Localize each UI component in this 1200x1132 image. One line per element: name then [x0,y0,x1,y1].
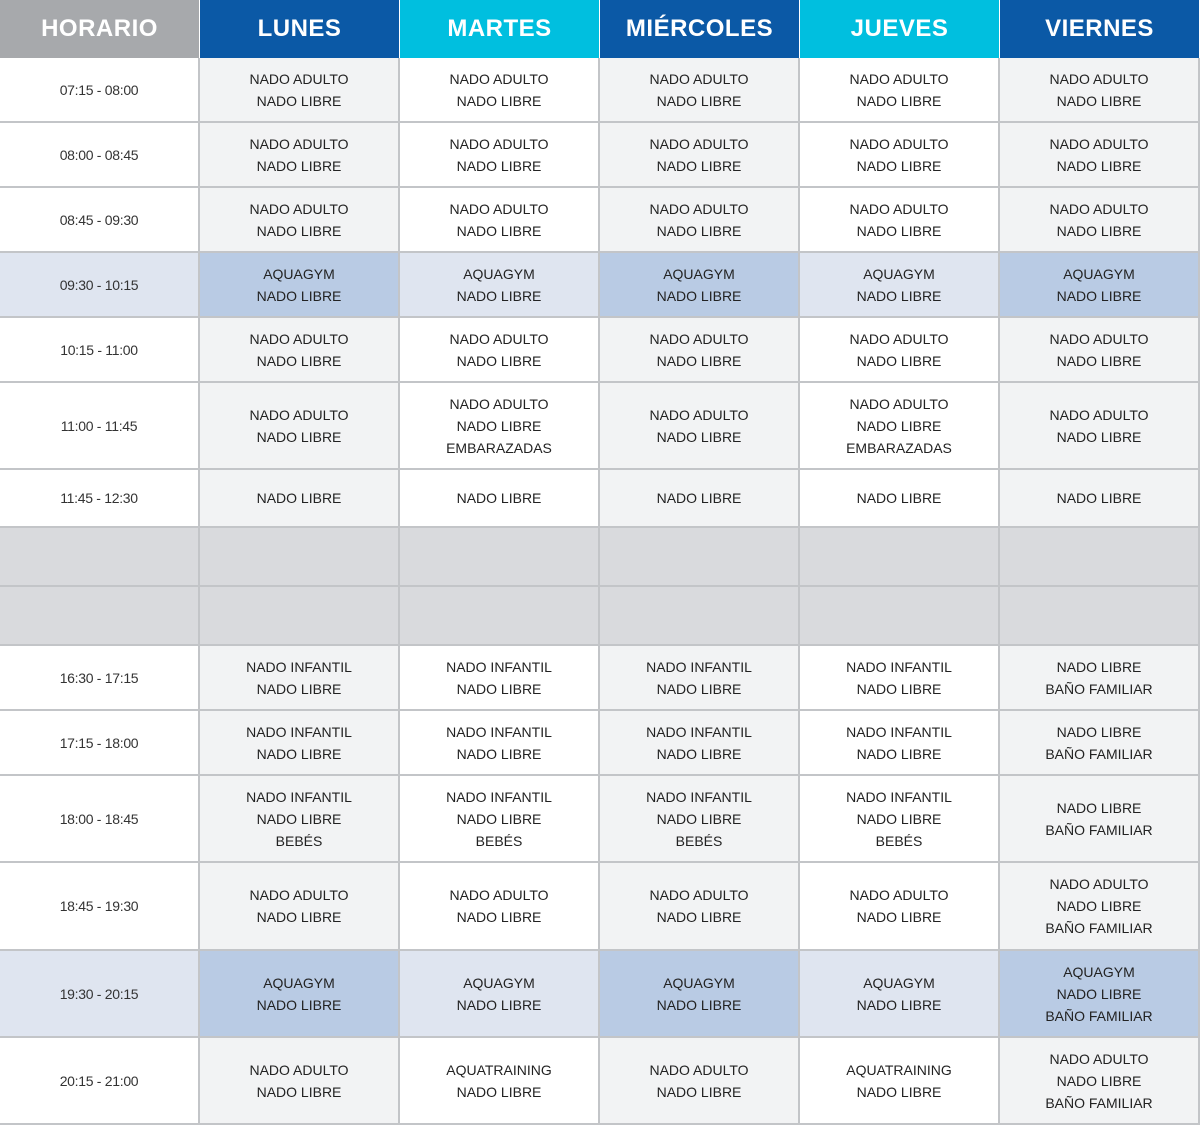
activity-label: BAÑO FAMILIAR [1045,745,1153,762]
activity-label: NADO LIBRE [1056,490,1142,506]
schedule-cell [200,123,400,188]
schedule-cell [800,711,1000,776]
activity-label: AQUAGYM [263,974,335,991]
schedule-cell [1000,587,1200,646]
schedule-cell [600,528,800,587]
schedule-cell [400,528,600,587]
activity-label: NADO ADULTO [1049,406,1149,423]
activity-label: NADO LIBRE [656,996,742,1013]
schedule-cell [200,951,400,1038]
activity-label: NADO ADULTO [449,330,549,347]
activity-label: NADO ADULTO [649,200,749,217]
activity-label: NADO INFANTIL [846,723,952,740]
activity-label: BAÑO FAMILIAR [1045,1007,1153,1024]
schedule-cell [200,711,400,776]
activity-label: NADO ADULTO [1049,200,1149,217]
schedule-cell [400,58,600,123]
activity-label: NADO ADULTO [649,330,749,347]
activity-label: BEBÉS [475,832,523,849]
activity-label: NADO LIBRE [656,352,742,369]
time-slot: 09:30 - 10:15 [0,253,200,318]
activity-label: AQUAGYM [463,265,535,282]
activity-label: NADO ADULTO [649,70,749,87]
activity-label: BAÑO FAMILIAR [1045,1094,1153,1111]
schedule-cell [400,646,600,711]
activity-label: NADO ADULTO [849,200,949,217]
schedule-cell [800,383,1000,470]
schedule-cell [800,776,1000,863]
activity-label: NADO LIBRE [256,352,342,369]
time-slot [0,587,200,646]
activity-label: NADO LIBRE [656,1083,742,1100]
activity-label: NADO INFANTIL [646,788,752,805]
schedule-cell [600,1038,800,1125]
activity-label: NADO LIBRE [1056,157,1142,174]
activity-label: NADO INFANTIL [646,723,752,740]
header-horario: HORARIO [0,0,200,58]
time-slot: 10:15 - 11:00 [0,318,200,383]
schedule-cell [600,188,800,253]
activity-label: NADO ADULTO [249,887,349,903]
activity-label: NADO LIBRE [256,745,342,762]
activity-label: AQUAGYM [263,265,335,282]
activity-label: NADO LIBRE [856,909,942,925]
activity-label: AQUAGYM [663,265,735,282]
activity-label: NADO ADULTO [849,330,949,347]
activity-label: NADO LIBRE [456,92,542,109]
schedule-cell [600,646,800,711]
activity-label: NADO LIBRE [256,810,342,827]
schedule-cell [1000,123,1200,188]
activity-label: NADO ADULTO [1049,876,1149,892]
activity-label: NADO LIBRE [656,745,742,762]
schedule-cell [400,776,600,863]
schedule-cell [800,951,1000,1038]
activity-label: NADO LIBRE [256,287,342,304]
time-slot: 18:00 - 18:45 [0,776,200,863]
time-slot: 08:45 - 09:30 [0,188,200,253]
time-slot: 08:00 - 08:45 [0,123,200,188]
activity-label: NADO LIBRE [456,1083,542,1100]
activity-label: NADO ADULTO [649,135,749,152]
schedule-cell [600,951,800,1038]
schedule-cell [400,587,600,646]
activity-label: NADO ADULTO [649,1061,749,1078]
activity-label: NADO LIBRE [656,92,742,109]
schedule-cell [800,587,1000,646]
time-slot: 11:00 - 11:45 [0,383,200,470]
activity-label: NADO LIBRE [1056,287,1142,304]
activity-label: NADO ADULTO [449,200,549,217]
activity-label: NADO INFANTIL [446,658,552,675]
activity-label: NADO INFANTIL [446,788,552,805]
activity-label: NADO LIBRE [456,417,542,434]
schedule-cell [600,123,800,188]
activity-label: NADO INFANTIL [646,658,752,675]
schedule-cell [1000,253,1200,318]
schedule-cell [400,951,600,1038]
activity-label: NADO LIBRE [456,157,542,174]
activity-label: NADO ADULTO [649,406,749,423]
activity-label: NADO LIBRE [456,680,542,697]
activity-label: NADO INFANTIL [246,658,352,675]
schedule-cell [200,253,400,318]
schedule-cell [1000,711,1200,776]
activity-label: NADO ADULTO [1049,135,1149,152]
schedule-cell [1000,318,1200,383]
schedule-cell [1000,470,1200,528]
activity-label: NADO LIBRE [256,680,342,697]
activity-label: NADO LIBRE [656,810,742,827]
activity-label: NADO LIBRE [856,996,942,1013]
activity-label: NADO ADULTO [249,1061,349,1078]
activity-label: EMBARAZADAS [446,439,552,456]
schedule-cell [1000,1038,1200,1125]
schedule-cell [1000,528,1200,587]
time-slot: 07:15 - 08:00 [0,58,200,123]
time-slot: 16:30 - 17:15 [0,646,200,711]
schedule-cell [200,383,400,470]
activity-label: NADO LIBRE [256,428,342,445]
activity-label: NADO ADULTO [849,135,949,152]
activity-label: AQUAGYM [1063,963,1135,980]
schedule-cell [1000,58,1200,123]
header-martes: MARTES [400,0,600,58]
activity-label: NADO INFANTIL [446,723,552,740]
activity-label: NADO LIBRE [456,909,542,925]
activity-label: NADO LIBRE [1056,222,1142,239]
schedule-cell [400,188,600,253]
schedule-cell [600,383,800,470]
activity-label: NADO LIBRE [856,745,942,762]
activity-label: NADO ADULTO [1049,330,1149,347]
activity-label: NADO LIBRE [856,490,942,506]
schedule-cell [600,318,800,383]
activity-label: NADO LIBRE [456,490,542,506]
activity-label: NADO LIBRE [1056,352,1142,369]
activity-label: EMBARAZADAS [846,439,952,456]
activity-label: NADO INFANTIL [846,788,952,805]
schedule-cell [800,1038,1000,1125]
activity-label: NADO LIBRE [256,996,342,1013]
activity-label: NADO LIBRE [656,222,742,239]
schedule-cell [1000,646,1200,711]
activity-label: NADO LIBRE [1056,92,1142,109]
activity-label: BEBÉS [875,832,923,849]
activity-label: NADO ADULTO [449,395,549,412]
activity-label: NADO LIBRE [256,909,342,925]
activity-label: AQUAGYM [863,974,935,991]
schedule-cell [1000,776,1200,863]
schedule-cell [800,253,1000,318]
activity-label: NADO LIBRE [856,810,942,827]
schedule-cell [1000,951,1200,1038]
activity-label: NADO ADULTO [449,887,549,903]
activity-label: AQUAGYM [463,974,535,991]
activity-label: NADO ADULTO [849,70,949,87]
activity-label: NADO LIBRE [1056,799,1142,816]
schedule-cell [600,776,800,863]
activity-label: NADO ADULTO [249,330,349,347]
schedule-cell [200,776,400,863]
activity-label: NADO ADULTO [249,135,349,152]
schedule-cell [800,188,1000,253]
schedule-cell [800,863,1000,951]
schedule-cell [600,470,800,528]
header-viernes: VIERNES [1000,0,1200,58]
schedule-cell [1000,863,1200,951]
activity-label: NADO LIBRE [656,909,742,925]
schedule-cell [200,318,400,383]
activity-label: NADO LIBRE [656,287,742,304]
schedule-cell [200,863,400,951]
schedule-cell [400,253,600,318]
activity-label: NADO LIBRE [856,417,942,434]
activity-label: NADO INFANTIL [846,658,952,675]
schedule-cell [200,587,400,646]
activity-label: AQUAGYM [663,974,735,991]
schedule-cell [400,383,600,470]
schedule-cell [1000,188,1200,253]
activity-label: BAÑO FAMILIAR [1045,680,1153,697]
time-slot: 20:15 - 21:00 [0,1038,200,1125]
activity-label: BEBÉS [675,832,723,849]
activity-label: NADO ADULTO [249,406,349,423]
schedule-cell [800,318,1000,383]
schedule-cell [400,470,600,528]
activity-label: NADO LIBRE [456,810,542,827]
schedule-cell [800,646,1000,711]
header-jueves: JUEVES [800,0,1000,58]
time-slot: 18:45 - 19:30 [0,863,200,951]
schedule-cell [200,58,400,123]
schedule-cell [800,470,1000,528]
activity-label: NADO ADULTO [849,887,949,903]
schedule-cell [1000,383,1200,470]
time-slot: 17:15 - 18:00 [0,711,200,776]
activity-label: AQUAGYM [1063,265,1135,282]
time-slot [0,528,200,587]
activity-label: NADO LIBRE [456,287,542,304]
activity-label: NADO LIBRE [456,352,542,369]
schedule-cell [400,863,600,951]
activity-label: NADO LIBRE [1056,428,1142,445]
schedule-cell [400,711,600,776]
schedule-cell [600,58,800,123]
activity-label: NADO LIBRE [256,222,342,239]
activity-label: NADO LIBRE [1056,723,1142,740]
schedule-cell [600,253,800,318]
activity-label: NADO LIBRE [256,490,342,506]
activity-label: AQUATRAINING [846,1061,952,1078]
activity-label: NADO ADULTO [449,135,549,152]
time-slot: 19:30 - 20:15 [0,951,200,1038]
activity-label: NADO LIBRE [1056,1072,1142,1089]
activity-label: BAÑO FAMILIAR [1045,821,1153,838]
activity-label: NADO ADULTO [849,395,949,412]
schedule-cell [400,1038,600,1125]
activity-label: NADO INFANTIL [246,788,352,805]
activity-label: NADO ADULTO [449,70,549,87]
schedule-cell [200,188,400,253]
activity-label: NADO LIBRE [656,490,742,506]
schedule-cell [600,587,800,646]
activity-label: NADO LIBRE [856,680,942,697]
activity-label: NADO LIBRE [856,92,942,109]
activity-label: NADO LIBRE [456,996,542,1013]
activity-label: NADO LIBRE [1056,658,1142,675]
time-slot: 11:45 - 12:30 [0,470,200,528]
activity-label: NADO LIBRE [256,1083,342,1100]
activity-label: NADO LIBRE [856,352,942,369]
schedule-cell [800,58,1000,123]
activity-label: NADO ADULTO [649,887,749,903]
activity-label: NADO INFANTIL [246,723,352,740]
activity-label: NADO LIBRE [1056,898,1142,914]
header-miercoles: MIÉRCOLES [600,0,800,58]
activity-label: NADO LIBRE [256,157,342,174]
activity-label: NADO LIBRE [656,428,742,445]
header-lunes: LUNES [200,0,400,58]
activity-label: NADO LIBRE [656,157,742,174]
activity-label: NADO ADULTO [1049,70,1149,87]
activity-label: NADO LIBRE [256,92,342,109]
activity-label: AQUAGYM [863,265,935,282]
activity-label: NADO ADULTO [249,70,349,87]
activity-label: NADO LIBRE [656,680,742,697]
activity-label: NADO LIBRE [856,157,942,174]
schedule-cell [800,528,1000,587]
activity-label: NADO ADULTO [249,200,349,217]
activity-label: BEBÉS [275,832,323,849]
schedule-cell [400,318,600,383]
activity-label: NADO LIBRE [856,1083,942,1100]
schedule-cell [800,123,1000,188]
schedule-cell [200,646,400,711]
schedule-cell [200,528,400,587]
schedule-cell [600,711,800,776]
activity-label: NADO ADULTO [1049,1050,1149,1067]
activity-label: NADO LIBRE [456,222,542,239]
activity-label: AQUATRAINING [446,1061,552,1078]
activity-label: NADO LIBRE [856,287,942,304]
activity-label: NADO LIBRE [856,222,942,239]
schedule-cell [200,470,400,528]
schedule-cell [400,123,600,188]
activity-label: NADO LIBRE [456,745,542,762]
activity-label: NADO LIBRE [1056,985,1142,1002]
schedule-cell [200,1038,400,1125]
activity-label: BAÑO FAMILIAR [1045,920,1153,936]
schedule-cell [600,863,800,951]
